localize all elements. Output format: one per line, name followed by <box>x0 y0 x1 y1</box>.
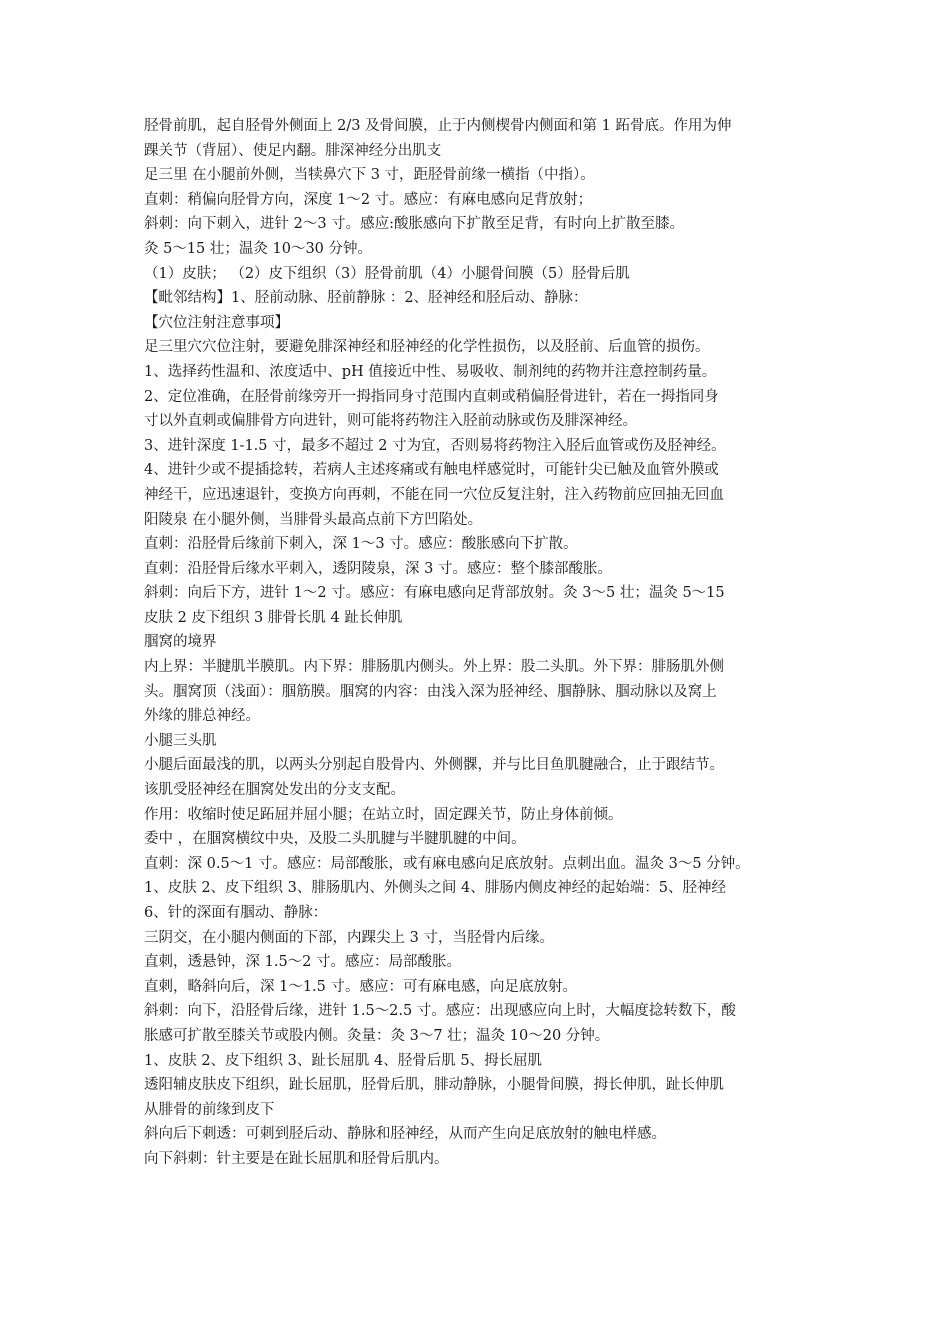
text-line: 该肌受胫神经在腘窝处发出的分支支配。 <box>144 782 405 799</box>
text-line: 灸 5～15 壮；温灸 10～30 分钟。 <box>144 240 373 257</box>
text-line: 委中 ，在腘窝横纹中央，及股二头肌腱与半腱肌腱的中间。 <box>144 831 526 848</box>
text-line: 【毗邻结构】1、胫前动脉、胫前静脉 ：2、胫神经和胫后动、静脉： <box>144 290 588 307</box>
text-line: 斜刺：向下，沿胫骨后缘，进针 1.5～2.5 寸。感应：出现感应向上时，大幅度捻转数下，酸 <box>144 1003 736 1020</box>
text-line: 足三里 在小腿前外侧，当犊鼻穴下 3 寸，距胫骨前缘一横指（中指）。 <box>144 167 595 184</box>
text-line: 直刺，透悬钟，深 1.5～2 寸。感应：局部酸胀。 <box>144 954 462 971</box>
text-line: 外缘的腓总神经。 <box>144 708 260 725</box>
section-heading: 【穴位注射注意事项】 <box>144 314 289 331</box>
text-line: 直刺：深 0.5～1 寸。感应：局部酸胀，或有麻电感向足底放射。点刺出血。温灸 3～5 分钟。 <box>144 855 750 872</box>
text-line: 从腓骨的前缘到皮下 <box>144 1101 275 1118</box>
text-line: 向下斜刺：针主要是在趾长屈肌和胫骨后肌内。 <box>144 1150 449 1167</box>
text-line: 胀感可扩散至膝关节或股内侧。灸量：灸 3～7 壮；温灸 10～20 分钟。 <box>144 1027 610 1044</box>
text-line: 阳陵泉 在小腿外侧，当腓骨头最高点前下方凹陷处。 <box>144 511 483 528</box>
text-line: 直刺：沿胫骨后缘前下刺入，深 1～3 寸。感应：酸胀感向下扩散。 <box>144 536 578 553</box>
text-line: 胫骨前肌，起自胫骨外侧面上 2/3 及骨间膜，止于内侧楔骨内侧面和第 1 跖骨底。作用为伸 <box>144 118 732 134</box>
text-line: 寸以外直刺或偏腓骨方向进针，则可能将药物注入胫前动脉或伤及腓深神经。 <box>144 413 637 430</box>
text-line: 足三里穴穴位注射，要避免腓深神经和胫神经的化学性损伤，以及胫前、后血管的损伤。 <box>144 339 710 356</box>
text-line: 1、选择药性温和、浓度适中、pH 值接近中性、易吸收、制剂纯的药物并注意控制药量。 <box>144 363 717 380</box>
text-line: 头。腘窝顶（浅面）：腘筋膜。腘窝的内容：由浅入深为胫神经、腘静脉、腘动脉以及窝上 <box>144 683 717 700</box>
text-line: 3、进针深度 1-1.5 寸，最多不超过 2 寸为宜，否则易将药物注入胫后血管或伤及胫神经。 <box>144 437 726 454</box>
text-line: 神经干，应迅速退针，变换方向再刺，不能在同一穴位反复注射，注入药物前应回抽无回血 <box>144 486 724 503</box>
text-line: 透阳辅皮肤皮下组织，趾长屈肌，胫骨后肌，腓动静脉，小腿骨间膜，拇长伸肌，趾长伸肌 <box>144 1077 724 1094</box>
text-line: 直刺，略斜向后，深 1～1.5 寸。感应：可有麻电感，向足底放射。 <box>144 978 578 995</box>
text-line: 三阴交，在小腿内侧面的下部，内踝尖上 3 寸，当胫骨内后缘。 <box>144 929 554 946</box>
text-line: （1）皮肤； （2）皮下组织（3）胫骨前肌（4）小腿骨间膜（5）胫骨后肌 <box>144 265 630 282</box>
text-line: 踝关节（背屈）、使足内翻。腓深神经分出肌支 <box>144 142 442 159</box>
text-line: 斜向后下刺透：可刺到胫后动、静脉和胫神经，从而产生向足底放射的触电样感。 <box>144 1126 666 1143</box>
text-line: 6、针的深面有腘动、静脉： <box>144 905 328 921</box>
text-line: 直刺：沿胫骨后缘水平刺入，透阴陵泉，深 3 寸。感应：整个膝部酸胀。 <box>144 560 612 577</box>
text-line: 小腿三头肌 <box>144 732 217 749</box>
text-line: 4、进针少或不提插捻转，若病人主述疼痛或有触电样感觉时，可能针尖已触及血管外膜或 <box>144 462 719 479</box>
text-line: 斜刺：向下刺入，进针 2～3 寸。感应:酸胀感向下扩散至足背，有时向上扩散至膝。 <box>144 216 685 233</box>
text-line: 内上界：半腱肌半膜肌。内下界：腓肠肌内侧头。外上界：股二头肌。外下界：腓肠肌外侧 <box>144 659 724 676</box>
text-line: 作用：收缩时使足跖屈并屈小腿；在站立时，固定踝关节，防止身体前倾。 <box>144 806 623 823</box>
text-line: 直刺：稍偏向胫骨方向，深度 1～2 寸。感应：有麻电感向足背放射； <box>144 191 593 208</box>
text-line: 小腿后面最浅的肌，以两头分别起自股骨内、外侧髁，并与比目鱼肌腱融合，止于跟结节。 <box>144 757 724 774</box>
text-line: 腘窝的境界 <box>144 634 217 651</box>
text-line: 1、皮肤 2、皮下组织 3、腓肠肌内、外侧头之间 4、腓肠内侧皮神经的起始端：5、胫神经 <box>144 880 726 897</box>
text-line: 2、定位准确，在胫骨前缘旁开一拇指同身寸范围内直刺或稍偏胫骨进针，若在一拇指同身 <box>144 388 719 405</box>
document-body <box>144 114 812 1172</box>
text-line: 皮肤 2 皮下组织 3 腓骨长肌 4 趾长伸肌 <box>144 609 403 626</box>
text-line: 斜刺：向后下方，进针 1～2 寸。感应：有麻电感向足背部放射。灸 3～5 壮；温灸 5～15 <box>144 585 725 602</box>
text-line: 1、皮肤 2、皮下组织 3、趾长屈肌 4、胫骨后肌 5、拇长屈肌 <box>144 1052 543 1069</box>
